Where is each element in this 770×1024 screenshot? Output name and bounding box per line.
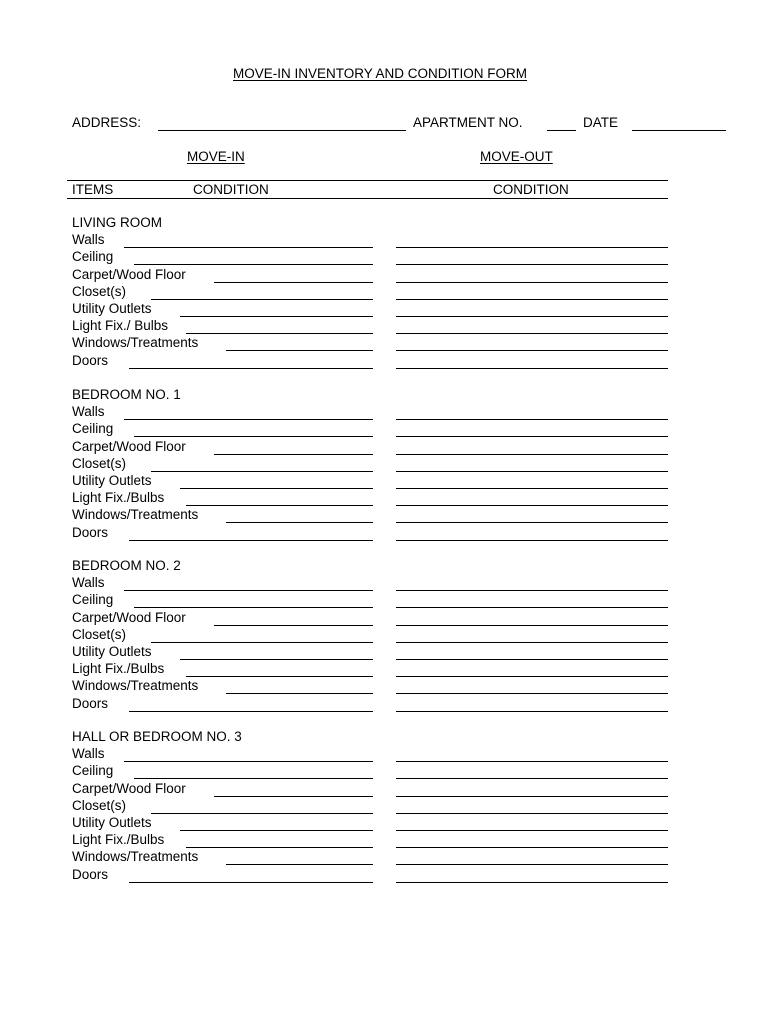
item-label: Windows/Treatments — [72, 849, 199, 865]
move-out-condition-field[interactable] — [396, 761, 668, 762]
move-out-condition-field[interactable] — [396, 488, 668, 489]
move-out-label: MOVE-OUT — [480, 149, 553, 164]
move-in-condition-field[interactable] — [180, 488, 373, 489]
item-label: Light Fix./Bulbs — [72, 832, 165, 848]
move-in-condition-field[interactable] — [129, 711, 373, 712]
section-title: BEDROOM NO. 2 — [72, 558, 181, 573]
items-header: ITEMS — [72, 182, 114, 197]
move-out-condition-field[interactable] — [396, 419, 668, 420]
move-out-condition-field[interactable] — [396, 350, 668, 351]
item-label: Light Fix./Bulbs — [72, 490, 165, 506]
item-label: Windows/Treatments — [72, 678, 199, 694]
move-in-condition-field[interactable] — [129, 368, 373, 369]
move-in-condition-field[interactable] — [151, 471, 373, 472]
move-in-condition-field[interactable] — [124, 247, 373, 248]
item-label: Walls — [72, 232, 105, 248]
move-out-condition-field[interactable] — [396, 642, 668, 643]
move-in-condition-field[interactable] — [226, 522, 373, 523]
item-label: Utility Outlets — [72, 473, 152, 488]
move-out-condition-field[interactable] — [396, 264, 668, 265]
move-in-condition-field[interactable] — [129, 882, 373, 883]
move-in-condition-field[interactable] — [180, 830, 373, 831]
move-in-condition-field[interactable] — [134, 778, 373, 779]
move-in-condition-field[interactable] — [134, 436, 373, 437]
item-label: Walls — [72, 404, 105, 420]
item-label: Walls — [72, 746, 105, 762]
move-in-condition-field[interactable] — [134, 264, 373, 265]
date-label: DATE — [583, 115, 619, 130]
move-in-condition-field[interactable] — [186, 505, 373, 506]
move-out-condition-field[interactable] — [396, 540, 668, 541]
item-label: Utility Outlets — [72, 301, 152, 316]
item-label: Ceiling — [72, 592, 114, 608]
move-out-condition-field[interactable] — [396, 316, 668, 317]
item-label: Windows/Treatments — [72, 507, 199, 523]
item-label: Doors — [72, 866, 109, 882]
move-out-condition-field[interactable] — [396, 882, 668, 883]
move-in-condition-field[interactable] — [124, 590, 373, 591]
move-in-condition-field[interactable] — [186, 676, 373, 677]
move-out-condition-field[interactable] — [396, 864, 668, 865]
move-in-condition-field[interactable] — [124, 419, 373, 420]
move-out-condition-field[interactable] — [396, 471, 668, 472]
move-out-condition-field[interactable] — [396, 247, 668, 248]
move-out-condition-field[interactable] — [396, 590, 668, 591]
move-out-condition-field[interactable] — [396, 796, 668, 797]
move-in-condition-field[interactable] — [129, 540, 373, 541]
move-in-condition-field[interactable] — [226, 864, 373, 865]
move-in-condition-field[interactable] — [151, 813, 373, 814]
item-label: Windows/Treatments — [72, 335, 199, 351]
item-label: Light Fix./Bulbs — [72, 661, 165, 677]
move-in-condition-field[interactable] — [134, 607, 373, 608]
move-in-condition-field[interactable] — [180, 659, 373, 660]
item-label: Ceiling — [72, 763, 114, 779]
move-out-condition-field[interactable] — [396, 625, 668, 626]
move-out-condition-field[interactable] — [396, 522, 668, 523]
move-out-condition-field[interactable] — [396, 436, 668, 437]
item-label: Closet(s) — [72, 283, 127, 299]
move-out-condition-field[interactable] — [396, 676, 668, 677]
move-in-condition-field[interactable] — [186, 333, 373, 334]
item-label: Ceiling — [72, 421, 114, 437]
item-label: Carpet/Wood Floor — [72, 609, 186, 625]
condition-header-in: CONDITION — [193, 182, 269, 197]
move-in-condition-field[interactable] — [186, 847, 373, 848]
move-out-condition-field[interactable] — [396, 813, 668, 814]
move-out-condition-field[interactable] — [396, 659, 668, 660]
move-out-condition-field[interactable] — [396, 847, 668, 848]
move-out-condition-field[interactable] — [396, 607, 668, 608]
item-label: Doors — [72, 352, 109, 368]
address-field[interactable] — [158, 130, 406, 131]
section-title: LIVING ROOM — [72, 215, 163, 230]
move-in-condition-field[interactable] — [180, 316, 373, 317]
move-out-condition-field[interactable] — [396, 711, 668, 712]
move-out-condition-field[interactable] — [396, 778, 668, 779]
move-in-condition-field[interactable] — [214, 625, 373, 626]
item-label: Carpet/Wood Floor — [72, 438, 186, 454]
move-out-condition-field[interactable] — [396, 505, 668, 506]
move-in-condition-field[interactable] — [151, 642, 373, 643]
item-label: Utility Outlets — [72, 644, 152, 659]
item-label: Light Fix./ Bulbs — [72, 318, 169, 334]
move-in-condition-field[interactable] — [151, 299, 373, 300]
address-label: ADDRESS: — [72, 115, 142, 130]
move-in-label: MOVE-IN — [187, 149, 245, 164]
item-label: Utility Outlets — [72, 815, 152, 830]
move-in-condition-field[interactable] — [124, 761, 373, 762]
apartment-field[interactable] — [547, 130, 576, 131]
move-in-condition-field[interactable] — [226, 350, 373, 351]
date-field[interactable] — [632, 130, 726, 131]
item-label: Doors — [72, 524, 109, 540]
header-top-rule — [67, 180, 668, 181]
item-label: Doors — [72, 695, 109, 711]
move-out-condition-field[interactable] — [396, 299, 668, 300]
item-label: Closet(s) — [72, 797, 127, 813]
item-label: Closet(s) — [72, 455, 127, 471]
condition-header-out: CONDITION — [493, 182, 569, 197]
item-label: Carpet/Wood Floor — [72, 266, 186, 282]
move-out-condition-field[interactable] — [396, 333, 668, 334]
item-label: Closet(s) — [72, 626, 127, 642]
move-out-condition-field[interactable] — [396, 282, 668, 283]
item-label: Ceiling — [72, 249, 114, 265]
header-bottom-rule — [67, 198, 668, 199]
move-in-condition-field[interactable] — [214, 282, 373, 283]
move-out-condition-field[interactable] — [396, 368, 668, 369]
section-title: BEDROOM NO. 1 — [72, 387, 181, 402]
move-in-condition-field[interactable] — [214, 796, 373, 797]
move-in-condition-field[interactable] — [214, 454, 373, 455]
move-out-condition-field[interactable] — [396, 830, 668, 831]
apartment-label: APARTMENT NO. — [413, 115, 523, 130]
move-in-condition-field[interactable] — [226, 693, 373, 694]
section-title: HALL OR BEDROOM NO. 3 — [72, 729, 242, 744]
move-out-condition-field[interactable] — [396, 693, 668, 694]
move-out-condition-field[interactable] — [396, 454, 668, 455]
item-label: Walls — [72, 575, 105, 591]
form-title: MOVE-IN INVENTORY AND CONDITION FORM — [233, 66, 528, 81]
item-label: Carpet/Wood Floor — [72, 780, 186, 796]
